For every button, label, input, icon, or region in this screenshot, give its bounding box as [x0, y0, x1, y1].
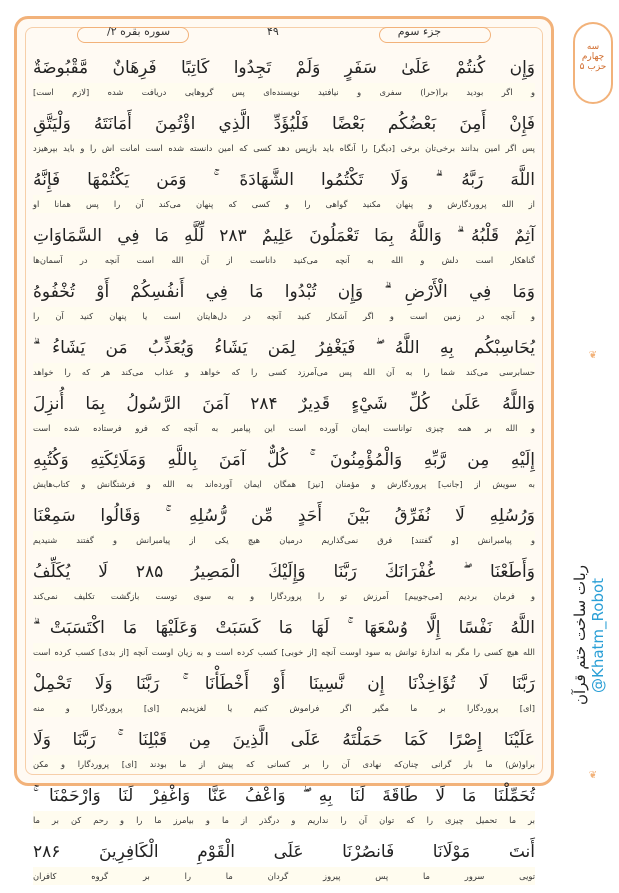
side-ornament-icon: ❦ [588, 350, 598, 361]
verse-line [33, 109, 535, 165]
verse-line [33, 389, 535, 445]
verse-line [33, 557, 535, 613]
translation-text: و آنچه در زمین است و اگر آشکار کنید آنچه در دل‌هایتان است یا پنهان کنید آن را [33, 307, 535, 325]
translation-text: و پیامبرانش [و گفتند] فرق نمی‌گذاریم درمیان هیچ یکی از پیامبرانش و گفتند شنیدیم [33, 531, 535, 549]
promo-title: ربات ساخت ختم قرآن [571, 565, 589, 705]
arabic-text: وَرُسُلِهِ لَا نُفَرِّقُ بَيْنَ أَحَدٍ مِّن رُّسُلِهِ ۚ وَقَالُوا سَمِعْنَا [33, 506, 535, 526]
verse-line [33, 333, 535, 389]
side-ornament-icon: ❦ [588, 770, 598, 781]
verse-line [33, 613, 535, 669]
page-number: ۴۹ [267, 25, 279, 38]
translation-text: حسابرسی می‌کند شما را به آن الله پس می‌آمرزد کسی را که خواهد و عذاب می‌کند هر که را خواهد [33, 363, 535, 381]
verse-line [33, 837, 535, 893]
translation-text: پس اگر امین بدانند برخی‌تان برخی [دیگر] را آنگاه باید بازپس دهد کسی که امین دانسته شده است امانت اش را و باید بپرهیزد [33, 139, 535, 157]
arabic-text: عَلَيْنَا إِصْرًا كَمَا حَمَلْتَهُ عَلَى الَّذِينَ مِن قَبْلِنَا ۚ رَبَّنَا وَلَا [33, 730, 535, 750]
page-frame [14, 16, 554, 881]
arabic-text: يُحَاسِبْكُم بِهِ اللَّهُ ۖ فَيَغْفِرُ لِمَن يَشَاءُ وَيُعَذِّبُ مَن يَشَاءُ ۗ [33, 338, 535, 358]
verse-line [33, 501, 535, 557]
translation-text: تویی سرور ما پس پیروز گردان ما را بر گروه کافران [33, 867, 535, 885]
arabic-text: فَإِنْ أَمِنَ بَعْضُكُم بَعْضًا فَلْيُؤَدِّ الَّذِي اؤْتُمِنَ أَمَانَتَهُ وَلْيَتَّقِ [33, 114, 535, 134]
translation-text: و الله بر همه چیزی تواناست ایمان آورده است این پیامبر به آنچه که فرو فرستاده شده است [33, 419, 535, 437]
verse-line [33, 781, 535, 837]
side-promo [571, 500, 611, 770]
arabic-text: اللَّهَ رَبَّهُ ۗ وَلَا تَكْتُمُوا الشَّهَادَةَ ۚ وَمَن يَكْتُمْهَا فَإِنَّهُ [33, 170, 535, 190]
verse-line [33, 725, 535, 781]
arabic-text: رَبَّنَا لَا تُؤَاخِذْنَا إِن نَّسِينَا أَوْ أَخْطَأْنَا ۚ رَبَّنَا وَلَا تَحْمِلْ [33, 674, 535, 694]
translation-text: به سویش از [جانب] پروردگارش و مؤمنان [نیز] همگان ایمان آورده‌اند به الله و فرشتگانش و کتاب‌هایش [33, 475, 535, 493]
arabic-text: آثِمٌ قَلْبُهُ ۗ وَاللَّهُ بِمَا تَعْمَلُونَ عَلِيمٌ ۲۸۳ لِّلَّهِ مَا فِي السَّمَاوَاتِ [33, 226, 535, 246]
telegram-handle[interactable]: @Khatm_Robot [589, 577, 607, 693]
translation-text: الله هیچ کسی را مگر به اندازهٔ توانش به سود اوست آنچه [از خوبی] کسب کرده است و به زیان اوست آنچه [از بدی] کسب کرده است [33, 643, 535, 661]
translation-text: بر ما تحمیل چیزی را که توان آن را نداریم و درگذر از ما و بیامرز ما را و رحم کن بر ما [33, 811, 535, 829]
arabic-text: تُحَمِّلْنَا مَا لَا طَاقَةَ لَنَا بِهِ ۖ وَاعْفُ عَنَّا وَاغْفِرْ لَنَا وَارْحَمْنَا ۚ [33, 786, 535, 806]
surah-label: سوره بقره ۲/ [107, 25, 171, 38]
verse-line [33, 669, 535, 725]
translation-text: براو(ش) ما بار گرانی چنان‌که نهادی آن را بر کسانی که پیش از ما بودند [ای] پروردگارا و مکن [33, 755, 535, 773]
verse-line [33, 445, 535, 501]
translation-text: و فرمان بردیم [می‌جوییم] آمرزش تو را پروردگارا و به سوی توست بازگشت تکلیف نمی‌کند [33, 587, 535, 605]
arabic-text: وَإِن كُنتُمْ عَلَىٰ سَفَرٍ وَلَمْ تَجِدُوا كَاتِبًا فَرِهَانٌ مَّقْبُوضَةٌ [33, 58, 535, 78]
arabic-text: إِلَيْهِ مِن رَّبِّهِ وَالْمُؤْمِنُونَ ۚ كُلٌّ آمَنَ بِاللَّهِ وَمَلَائِكَتِهِ وَكُتُبِهِ [33, 450, 535, 470]
arabic-text: وَمَا فِي الْأَرْضِ ۗ وَإِن تُبْدُوا مَا فِي أَنفُسِكُمْ أَوْ تُخْفُوهُ [33, 282, 535, 302]
arabic-text: أَنتَ مَوْلَانَا فَانصُرْنَا عَلَى الْقَوْمِ الْكَافِرِينَ ۲۸۶ [33, 842, 535, 862]
page-header [17, 19, 551, 53]
verse-line [33, 53, 535, 109]
arabic-text: اللَّهُ نَفْسًا إِلَّا وُسْعَهَا ۚ لَهَا مَا كَسَبَتْ وَعَلَيْهَا مَا اكْتَسَبَتْ ۗ [33, 618, 535, 638]
verse-line [33, 165, 535, 221]
translation-text: [ای] پروردگارا بر ما مگیر اگر فراموش کنیم یا لغزیدیم [ای] پروردگارا و منه [33, 699, 535, 717]
translation-text: و اگر بودید برا(حرا) سفری و نیافتید نویسنده‌ای پس گروهایی دریافت شده [لازم است] [33, 83, 535, 101]
verse-lines [33, 53, 535, 893]
arabic-text: وَأَطَعْنَا ۖ غُفْرَانَكَ رَبَّنَا وَإِلَيْكَ الْمَصِيرُ ۲۸۵ لَا يُكَلِّفُ [33, 562, 535, 582]
arabic-text: وَاللَّهُ عَلَىٰ كُلِّ شَيْءٍ قَدِيرٌ ۲۸۴ آمَنَ الرَّسُولُ بِمَا أُنزِلَ [33, 394, 535, 414]
verse-line [33, 221, 535, 277]
hizb-marker [569, 16, 617, 106]
verse-line [33, 277, 535, 333]
hizb-label: سه چهارم حزب ۵ [573, 22, 613, 104]
translation-text: گناهکار است دلش و الله به آنچه می‌کنید داناست از آن الله است آنچه در آسمان‌ها [33, 251, 535, 269]
translation-text: از الله پروردگارش و پنهان مکنید گواهی را و کسی که پنهان می‌کند آن را پس همانا او [33, 195, 535, 213]
juz-label: جزء سوم [397, 25, 441, 38]
